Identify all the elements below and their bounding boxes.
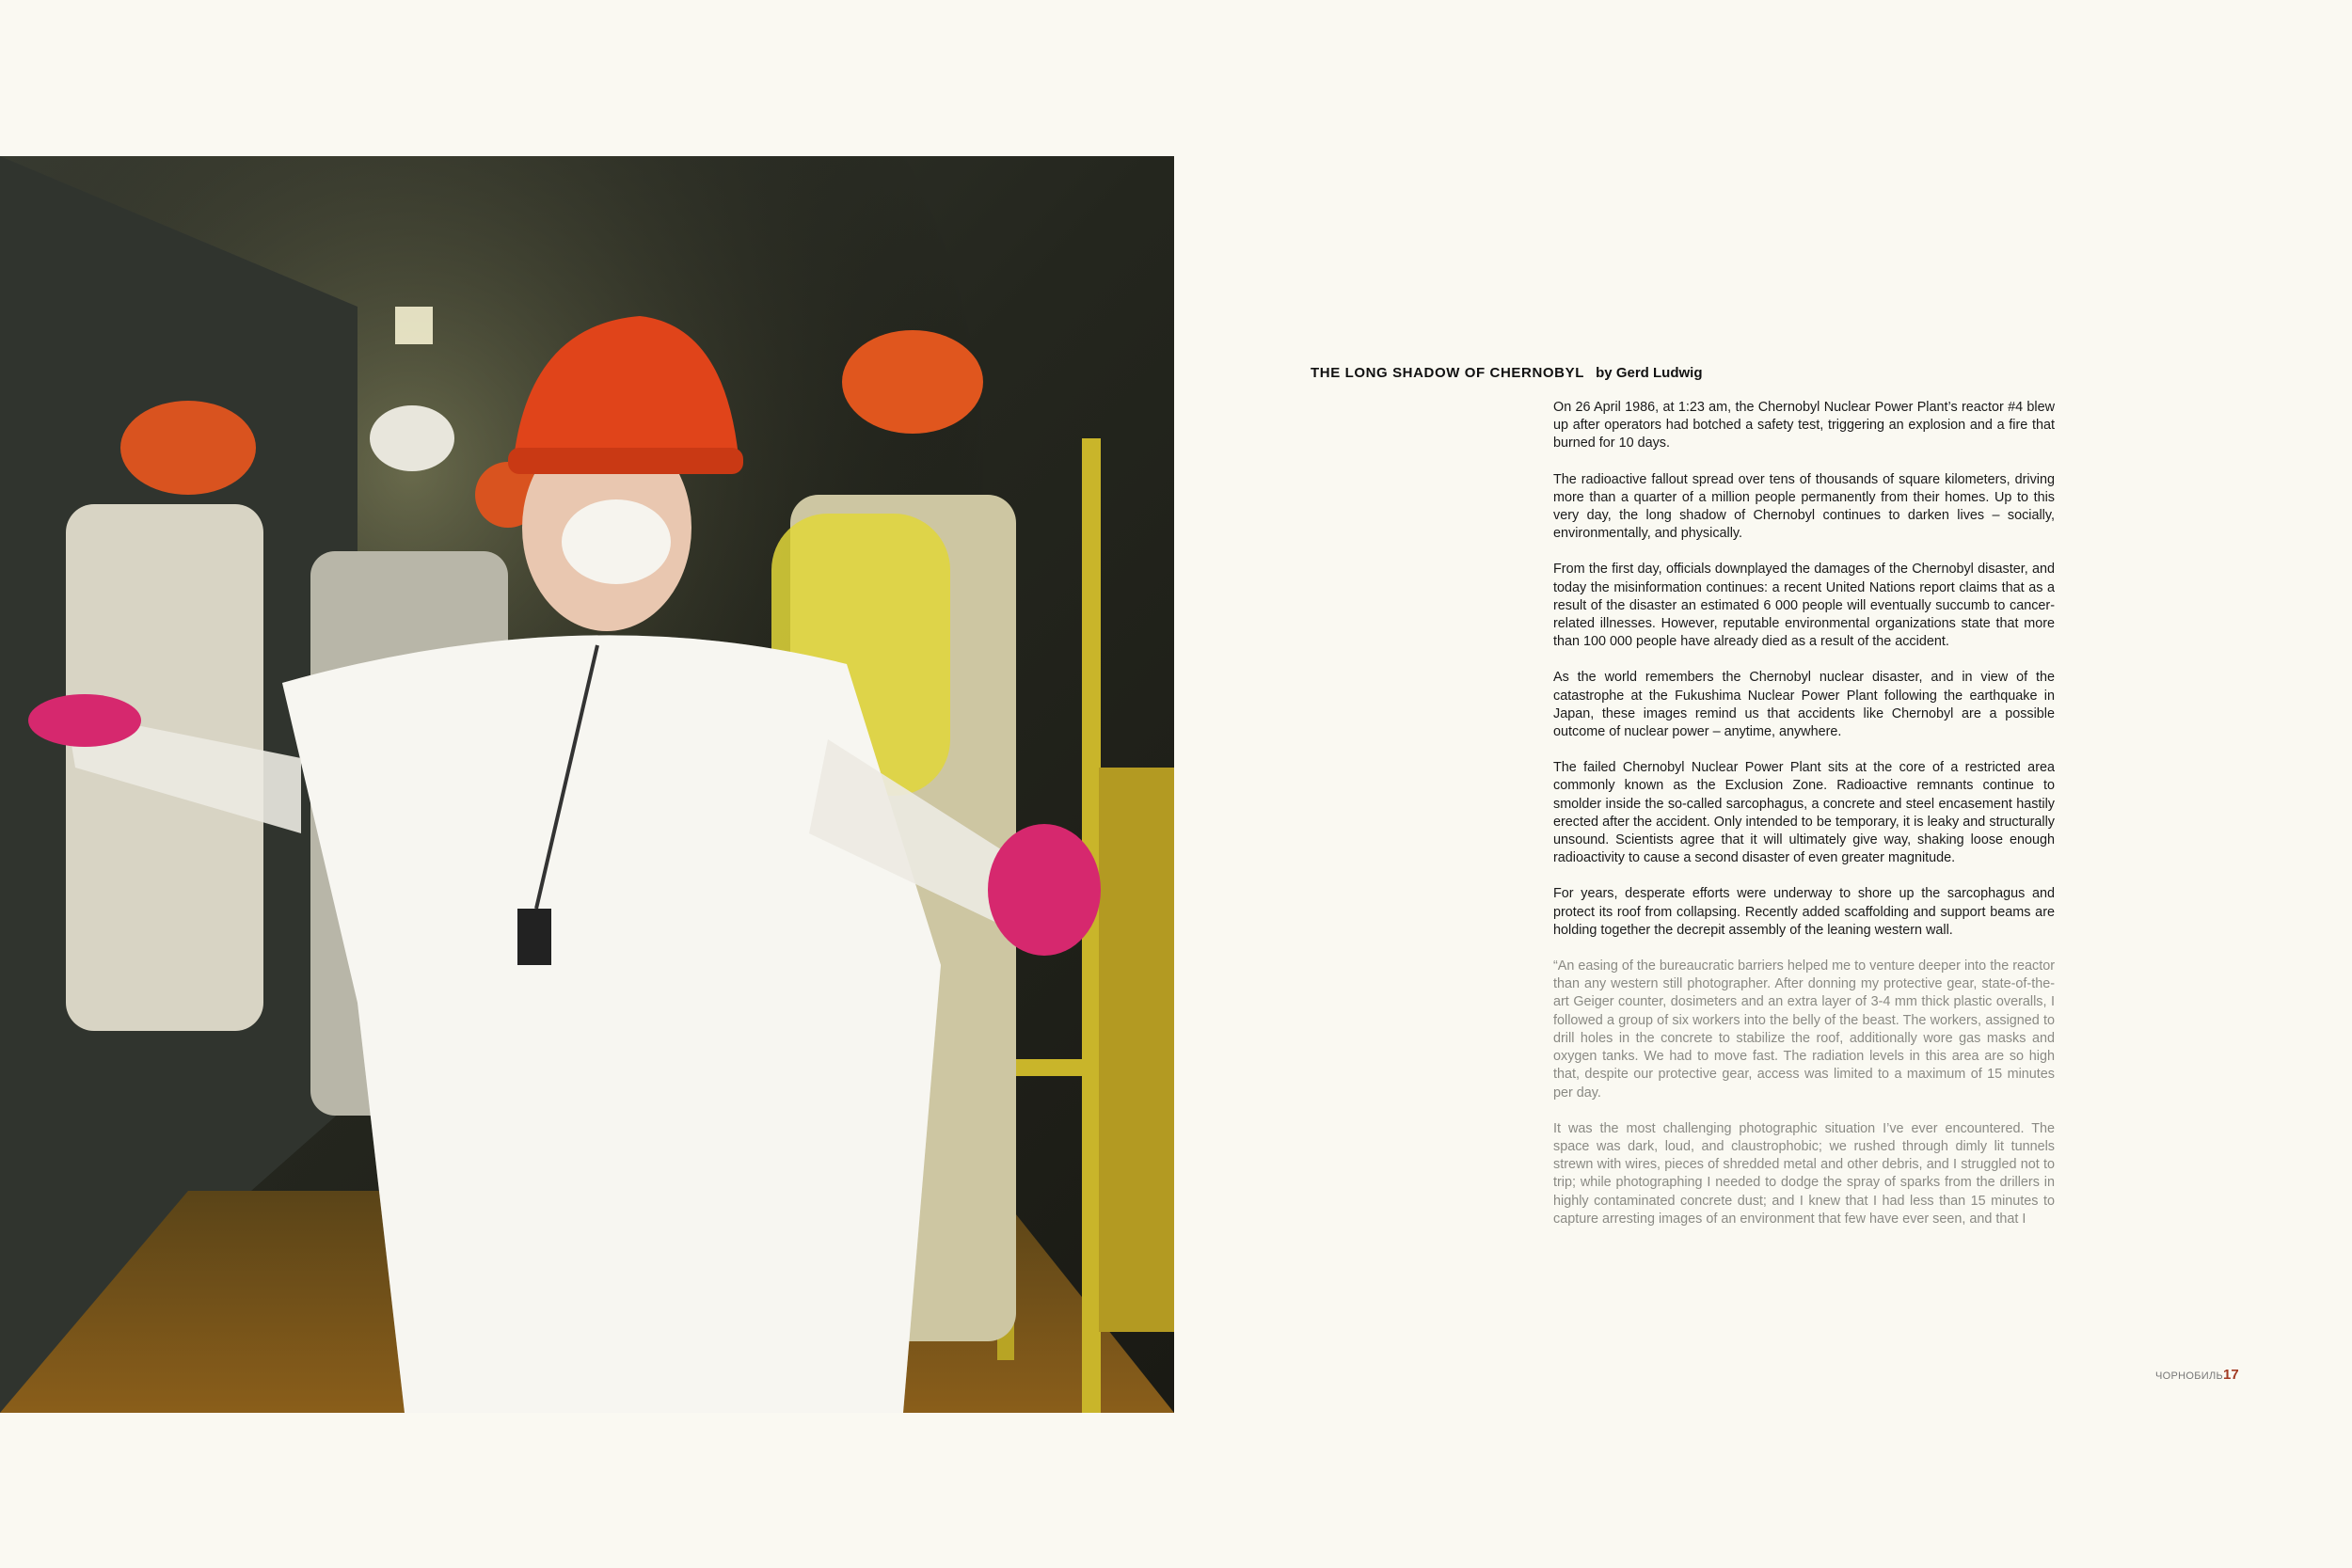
page-number: 17 [2223,1367,2239,1383]
workers-in-protective-gear-photo [0,156,1174,1413]
article-byline: by Gerd Ludwig [1596,365,1703,381]
body-paragraph: As the world remembers the Chernobyl nuclear disaster, and in view of the catastrophe at the Fukushima Nuclear Power Plant following the earthquake in Japan, these images remind us that accidents like Chernobyl are a possible outcome of nuclear power – anytime, anywhere. [1553,670,2055,740]
folio-section: ЧОРНОБИЛЬ [2155,1370,2223,1382]
page-folio [2155,1366,2239,1386]
article-title: THE LONG SHADOW OF CHERNOBYL [1311,365,1584,381]
quote-paragraph: It was the most challenging photographic situation I’ve ever encountered. The space was dark, loud, and claustrophobic; we rushed through dimly lit tunnels strewn with wires, pieces of shredded metal and other debris, and I struggled not to trip; while photographing I needed to dodge the spray of sparks from the drillers in highly contaminated concrete dust; and I knew that I had less than 15 minutes to capture arresting images of an environment that few have ever seen, and that I [1553,1120,2055,1227]
article-body [1553,399,2055,1246]
body-paragraph: The radioactive fallout spread over tens of thousands of square kilometers, driving more than a quarter of a million people permanently from their homes. Up to this very day, the long shadow of Chernobyl continues to darken lives – socially, environmentally, and physically. [1553,471,2055,542]
body-paragraph: For years, desperate efforts were underway to shore up the sarcophagus and protect its roof from collapsing. Recently added scaffolding and support beams are holding together the decrepit assembly of the leaning western wall. [1553,886,2055,938]
quote-paragraph: “An easing of the bureaucratic barriers helped me to venture deeper into the reactor than any western still photographer. After donning my protective gear, state-of-the-art Geiger counter, dosimeters and an extra layer of 3-4 mm thick plastic overalls, I followed a group of six workers into the belly of the beast. The workers, assigned to drill holes in the concrete to stabilize the roof, additionally wore gas masks and oxygen tanks. We had to move fast. The radiation levels in this area are so high that, despite our protective gear, access was limited to a maximum of 15 minutes per day. [1553,958,2055,1101]
body-paragraph: The failed Chernobyl Nuclear Power Plant sits at the core of a restricted area commonly known as the Exclusion Zone. Radioactive remnants continue to smolder inside the so-called sarcophagus, a concrete and steel encasement hastily erected after the accident. Only intended to be temporary, it is leaky and structurally unsound. Scientists agree that it will ultimately give way, shaking loose enough radioactivity to cause a second disaster of even greater magnitude. [1553,760,2055,866]
article-heading [1311,364,2063,383]
body-paragraph: From the first day, officials downplayed the damages of the Chernobyl disaster, and today the misinformation continues: a recent United Nations report claims that as a result of the disaster an estimated 6 000 people will eventually succumb to cancer-related illnesses. However, reputable environmental organizations state that more than 100 000 people have already died as a result of the accident. [1553,562,2055,650]
body-paragraph: On 26 April 1986, at 1:23 am, the Chernobyl Nuclear Power Plant’s reactor #4 blew up after operators had botched a safety test, triggering an explosion and a fire that burned for 10 days. [1553,400,2055,451]
